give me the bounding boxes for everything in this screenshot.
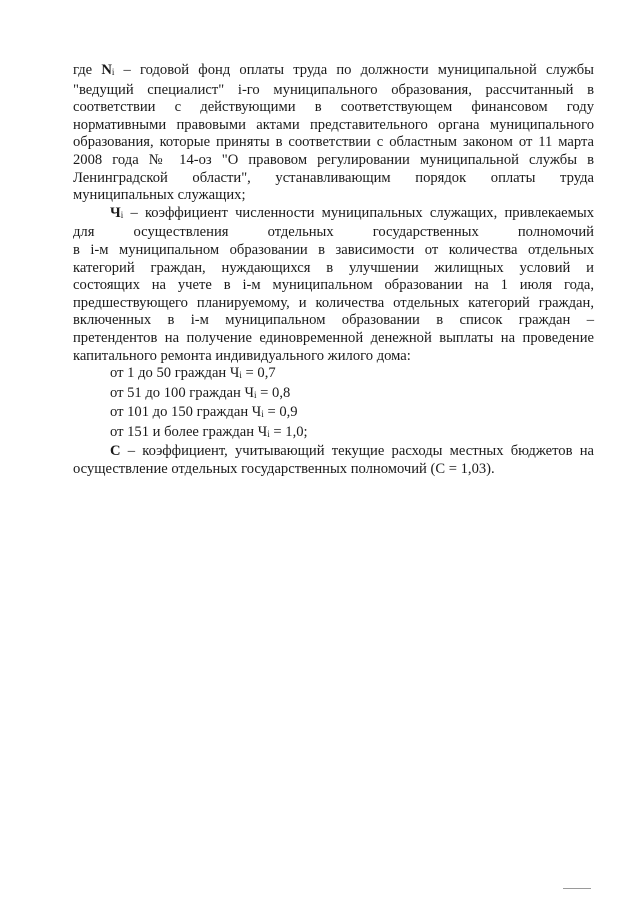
ni-prefix: где [73, 62, 102, 78]
ni-line-8: муниципальных служащих; [73, 187, 246, 204]
range-subscript: i [261, 409, 264, 420]
chi-line-1-text: – коэффициент численности муниципальных служащих, привлекаемых [123, 204, 594, 221]
ni-line-1-text: – годовой фонд оплаты труда по должности муниципальной службы [114, 62, 594, 78]
c-line-1-text: – коэффициент, учитывающий текущие расходы местных бюджетов на [120, 443, 594, 460]
range-item [73, 365, 594, 385]
ni-line-3: соответствии с действующими в соответствующем финансовом году [73, 99, 594, 116]
chi-line-4: категорий граждан, нуждающихся в улучшении жилищных условий и [73, 259, 594, 276]
ni-subscript: i [111, 67, 115, 77]
range-value: = 0,9 [263, 404, 298, 421]
range-value: = 0,7 [241, 365, 276, 382]
range-item [73, 385, 594, 405]
range-item [73, 424, 594, 444]
chi-line-5: состоящих на учете в i-м муниципальном образовании на 1 июля года, [73, 277, 594, 294]
ni-line-7: Ленинградской области", устанавливающим порядок оплаты труда [73, 169, 594, 186]
range-value: = 1,0; [269, 423, 308, 440]
range-subscript: i [253, 389, 257, 400]
chi-line-3: в i-м муниципальном образовании в зависимости от количества отдельных [73, 241, 594, 258]
chi-subscript: i [120, 209, 124, 220]
ni-line-5: образования, которые приняты в соответствии с областным законом от 11 марта [73, 134, 594, 151]
range-label: от 101 до 150 граждан Ч [110, 404, 262, 421]
ni-symbol: N [101, 62, 112, 78]
chi-symbol: Ч [110, 204, 121, 221]
chi-definition-paragraph [73, 205, 594, 365]
range-label: от 51 до 100 граждан Ч [110, 384, 254, 401]
c-line-1 [73, 443, 594, 461]
chi-line-2: для осуществления отдельных государственных полномочий [73, 224, 594, 241]
chi-line-8: претендентов на получение единовременной денежной выплаты на проведение [73, 329, 594, 346]
c-symbol: С [110, 443, 121, 460]
ni-definition-paragraph [73, 62, 594, 205]
range-subscript: i [267, 428, 270, 439]
range-subscript: i [239, 370, 242, 381]
chi-line-6: предшествующего планируемому, и количества отдельных категорий граждан, [73, 294, 594, 311]
chi-line-1 [73, 205, 594, 225]
ni-line-2: "ведущий специалист" i-го муниципального образования, рассчитанный в [73, 81, 594, 98]
ni-line-4: нормативными правовыми актами представительного органа муниципального [73, 116, 594, 133]
document-body [73, 62, 594, 479]
range-value: = 0,8 [256, 384, 291, 401]
range-item [73, 404, 594, 424]
coefficient-ranges-list [73, 365, 594, 443]
chi-line-9: капитального ремонта индивидуального жилого дома: [73, 347, 411, 364]
scan-edge-mark [563, 888, 591, 889]
range-label: от 151 и более граждан Ч [110, 423, 268, 440]
range-label: от 1 до 50 граждан Ч [110, 365, 240, 382]
chi-line-7: включенных в i-м муниципальном образовании в список граждан – [73, 312, 594, 329]
ni-line-6: 2008 года № 14-оз "О правовом регулировании муниципальной службы в [73, 151, 594, 168]
c-definition-paragraph [73, 443, 594, 478]
ni-line-1 [73, 62, 594, 82]
c-line-2: осуществление отдельных государственных полномочий (С = 1,03). [73, 461, 495, 478]
